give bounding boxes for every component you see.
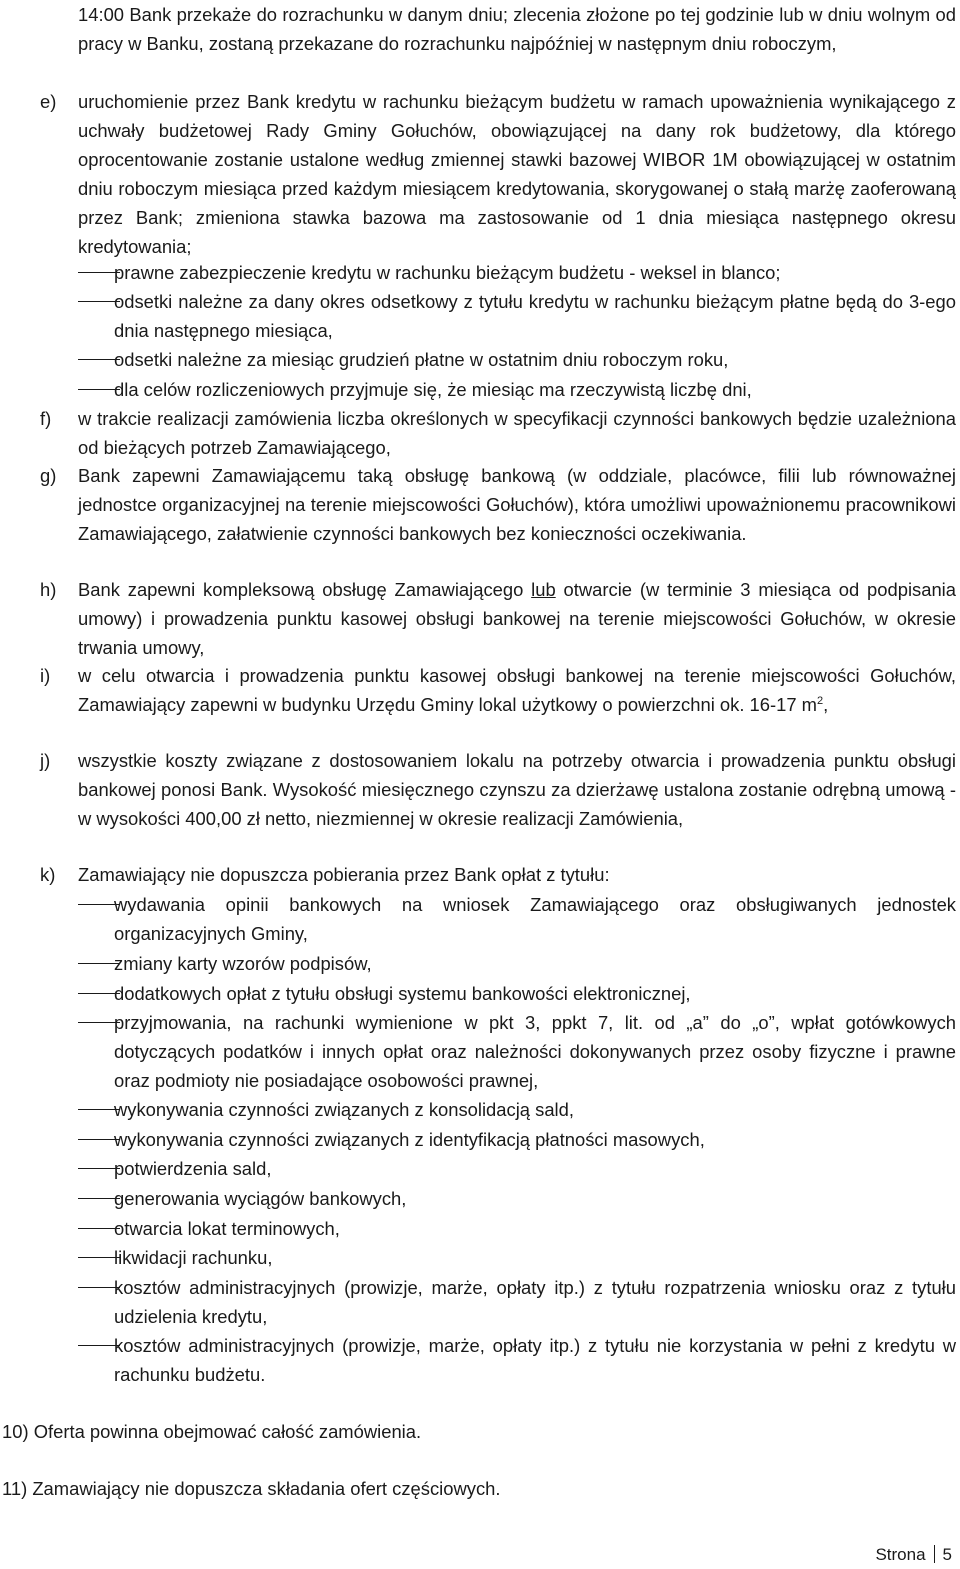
- sub-item: przyjmowania, na rachunki wymienione w pkt 3, ppkt 7, lit. od „a” do „o”, wpłat gotówkowych dotyczących podatków i innych opłat oraz należności dokonywanych przez osoby fizyczne i prawne oraz podmioty nie posiadające osobowości prawnej,: [114, 1012, 956, 1091]
- sub-item: zmiany karty wzorów podpisów,: [114, 953, 372, 974]
- intro-paragraph: 14:00 Bank przekaże do rozrachunku w danym dniu; zlecenia złożone po tej godzinie lub w dniu wolnym od pracy w Banku, zostaną przekazane do rozrachunku najpóźniej w następnym dniu roboczym,: [78, 4, 956, 54]
- sub-item: likwidacji rachunku,: [114, 1247, 273, 1268]
- sub-item: kosztów administracyjnych (prowizje, marże, opłaty itp.) z tytułu rozpatrzenia wniosku oraz z tytułu udzielenia kredytu,: [114, 1277, 956, 1327]
- sub-item: wykonywania czynności związanych z identyfikacją płatności masowych,: [114, 1129, 705, 1150]
- text-segment: Bank zapewni kompleksową obsługę Zamawiającego: [78, 579, 532, 600]
- sub-item: odsetki należne za miesiąc grudzień płatne w ostatnim dniu roboczym roku,: [114, 349, 729, 370]
- sub-item: dodatkowych opłat z tytułu obsługi systemu bankowości elektronicznej,: [114, 983, 691, 1004]
- page-footer: [875, 1543, 952, 1567]
- item-label: j): [40, 750, 51, 771]
- point-10: 10) Oferta powinna obejmować całość zamówienia.: [2, 1421, 422, 1442]
- item-label: f): [40, 408, 52, 429]
- sub-item: dla celów rozliczeniowych przyjmuje się, że miesiąc ma rzeczywistą liczbę dni,: [114, 379, 752, 400]
- sub-item: potwierdzenia sald,: [114, 1158, 272, 1179]
- item-text: Bank zapewni Zamawiającemu taką obsługę bankową (w oddziale, placówce, filii lub równoważnej jednostce organizacyjnej na terenie miejscowości Gołuchów), która umożliwi upoważnionemu pracownikowi Zamawiającego, załatwienie czynności bankowych bez konieczności oczekiwania.: [78, 465, 956, 544]
- item-text: wszystkie koszty związane z dostosowaniem lokalu na potrzeby otwarcia i prowadzenia punktu obsługi bankowej ponosi Bank. Wysokość miesięcznego czynszu za dzierżawę ustalona zostanie odrębną umową - w wysokości 400,00 zł netto, niezmiennej w okresie realizacji Zamówienia,: [78, 750, 956, 829]
- page-number: 5: [942, 1545, 952, 1564]
- text-segment: ,: [823, 694, 829, 715]
- sub-item: odsetki należne za dany okres odsetkowy z tytułu kredytu w rachunku bieżącym płatne będą do 3-ego dnia następnego miesiąca,: [114, 291, 956, 341]
- item-label: e): [40, 91, 57, 112]
- sub-item: prawne zabezpieczenie kredytu w rachunku bieżącym budżetu - weksel in blanco;: [114, 262, 781, 283]
- item-label: g): [40, 465, 57, 486]
- item-text: Zamawiający nie dopuszcza pobierania przez Bank opłat z tytułu:: [78, 864, 610, 885]
- item-text: [78, 575, 956, 662]
- footer-divider: [934, 1545, 935, 1563]
- item-label: h): [40, 579, 57, 600]
- item-label: k): [40, 864, 56, 885]
- underlined-word: lub: [531, 579, 556, 600]
- text-segment: otwarcie (w terminie 3 miesiąca od podpisania umowy) i prowadzenia punktu kasowej obsługi bankowej na terenie miejscowości Gołuchów, w okresie trwania umowy,: [78, 579, 956, 658]
- point-11: 11) Zamawiający nie dopuszcza składania ofert częściowych.: [2, 1478, 501, 1499]
- text-segment: w celu otwarcia i prowadzenia punktu kasowej obsługi bankowej na terenie miejscowości Gołuchów, Zamawiający zapewni w budynku Urzędu Gminy lokal użytkowy o powierzchni ok. 16-17 m: [78, 665, 956, 715]
- sub-item: wydawania opinii bankowych na wniosek Zamawiającego oraz obsługiwanych jednostek organizacyjnych Gminy,: [114, 894, 956, 944]
- footer-label: Strona: [875, 1545, 926, 1564]
- sub-item: otwarcia lokat terminowych,: [114, 1218, 340, 1239]
- item-text: w trakcie realizacji zamówienia liczba określonych w specyfikacji czynności bankowych będzie uzależniona od bieżących potrzeb Zamawiającego,: [78, 408, 956, 458]
- superscript: 2: [817, 694, 824, 707]
- item-text: uruchomienie przez Bank kredytu w rachunku bieżącym budżetu w ramach upoważnienia wynikającego z uchwały budżetowej Rady Gminy Gołuchów, obowiązującej na dany rok budżetowy, dla którego oprocentowanie zostanie ustalone według zmiennej stawki bazowej WIBOR 1M obowiązującej w ostatnim dniu roboczym miesiąca przed każdym miesiącem kredytowania, skorygowanej o stałą marżę zaoferowaną przez Bank; zmieniona stawka bazowa ma zastosowanie od 1 dnia miesiąca następnego okresu kredytowania;: [78, 91, 956, 257]
- sub-item: wykonywania czynności związanych z konsolidacją sald,: [114, 1099, 574, 1120]
- item-label: i): [40, 665, 51, 686]
- sub-item: generowania wyciągów bankowych,: [114, 1188, 407, 1209]
- item-text: [78, 661, 956, 719]
- sub-item: kosztów administracyjnych (prowizje, marże, opłaty itp.) z tytułu nie korzystania w pełni z kredytu w rachunku budżetu.: [114, 1335, 956, 1385]
